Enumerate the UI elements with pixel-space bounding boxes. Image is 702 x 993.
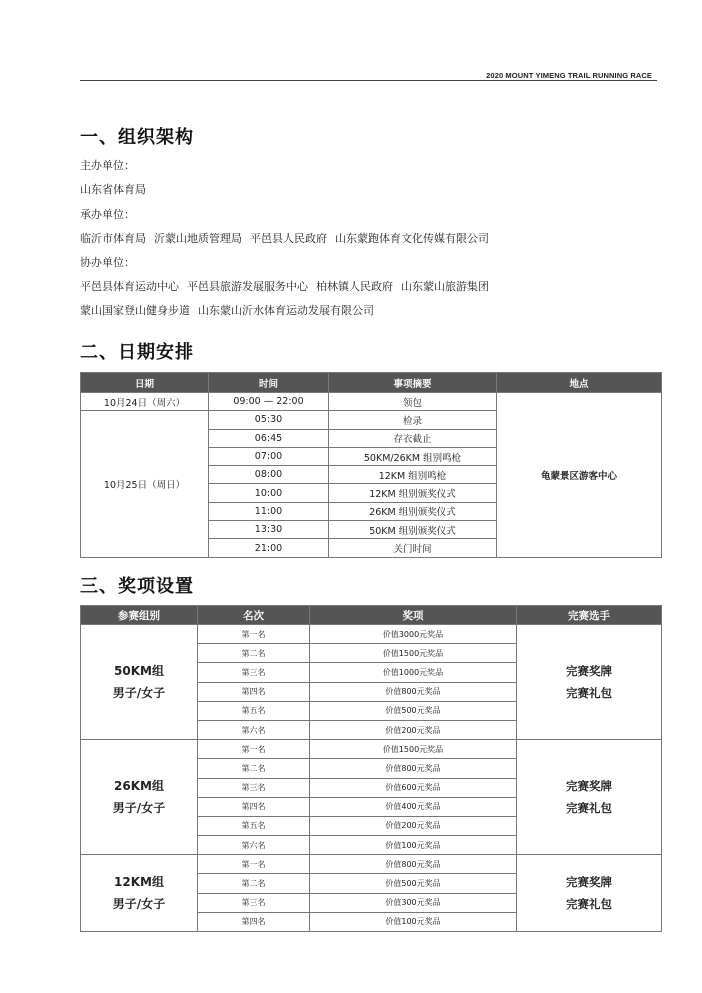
awards-col-finisher: 完赛选手 (517, 606, 662, 625)
schedule-time: 07:00 (209, 447, 329, 465)
award-group-12km (81, 855, 198, 932)
group-gender: 男子/女子 (112, 897, 166, 912)
award-rank: 第四名 (198, 797, 310, 816)
awards-col-prize: 奖项 (310, 606, 517, 625)
section2-title: 二、日期安排 (80, 342, 194, 363)
schedule-date: 10月24日（周六） (81, 393, 209, 411)
finisher-award (517, 625, 662, 740)
host-list (80, 181, 154, 197)
schedule-time: 11:00 (209, 502, 329, 520)
schedule-header-row (81, 373, 662, 393)
award-rank: 第五名 (198, 701, 310, 720)
schedule-time: 08:00 (209, 466, 329, 484)
awards-col-group: 参赛组别 (81, 606, 198, 625)
table-row (81, 393, 662, 411)
award-rank: 第三名 (198, 778, 310, 797)
awards-table (80, 605, 662, 932)
group-gender: 男子/女子 (112, 686, 166, 701)
table-row (81, 855, 662, 874)
organizer-list (80, 230, 497, 246)
award-rank: 第二名 (198, 759, 310, 778)
award-group-50km (81, 625, 198, 740)
schedule-time: 05:30 (209, 411, 329, 429)
section1-title: 一、组织架构 (80, 127, 194, 148)
schedule-item: 26KM 组别颁奖仪式 (329, 502, 497, 520)
group-name: 12KM组 (114, 875, 164, 890)
award-rank: 第三名 (198, 893, 310, 912)
finisher-award (517, 740, 662, 855)
award-prize: 价值600元奖品 (310, 778, 517, 797)
finisher-pack: 完赛礼包 (566, 801, 612, 816)
award-prize: 价值1500元奖品 (310, 740, 517, 759)
award-rank: 第四名 (198, 912, 310, 931)
co-organizer-entry: 山东蒙山旅游集团 (401, 280, 489, 293)
table-row (81, 740, 662, 759)
award-rank: 第一名 (198, 740, 310, 759)
organizer-entry: 平邑县人民政府 (250, 232, 327, 245)
finisher-medal: 完赛奖牌 (566, 875, 612, 890)
schedule-time: 21:00 (209, 539, 329, 557)
host-entry: 山东省体育局 (80, 183, 146, 196)
schedule-item: 关门时间 (329, 539, 497, 557)
organizer-label: 承办单位： (80, 208, 135, 221)
award-rank: 第一名 (198, 625, 310, 644)
award-prize: 价值200元奖品 (310, 720, 517, 739)
award-prize: 价值800元奖品 (310, 855, 517, 874)
award-prize: 价值800元奖品 (310, 682, 517, 701)
schedule-table (80, 372, 662, 558)
schedule-item: 领包 (329, 393, 497, 411)
finisher-award (517, 855, 662, 932)
award-prize: 价值100元奖品 (310, 912, 517, 931)
award-rank: 第二名 (198, 874, 310, 893)
award-prize: 价值100元奖品 (310, 836, 517, 855)
award-prize: 价值200元奖品 (310, 816, 517, 835)
award-prize: 价值300元奖品 (310, 893, 517, 912)
schedule-item: 50KM 组别颁奖仪式 (329, 521, 497, 539)
organizer-entry: 临沂市体育局 (80, 232, 146, 245)
organizer-entry: 沂蒙山地质管理局 (154, 232, 242, 245)
header-divider (80, 80, 657, 81)
schedule-time: 10:00 (209, 484, 329, 502)
finisher-pack: 完赛礼包 (566, 897, 612, 912)
award-rank: 第四名 (198, 682, 310, 701)
schedule-time: 06:45 (209, 429, 329, 447)
award-prize: 价值1500元奖品 (310, 644, 517, 663)
schedule-location: 龟蒙景区游客中心 (497, 393, 662, 558)
schedule-col-location: 地点 (497, 373, 662, 393)
award-rank: 第一名 (198, 855, 310, 874)
award-prize: 价值800元奖品 (310, 759, 517, 778)
schedule-item: 50KM/26KM 组别鸣枪 (329, 447, 497, 465)
finisher-pack: 完赛礼包 (566, 686, 612, 701)
award-prize: 价值400元奖品 (310, 797, 517, 816)
awards-header-row (81, 606, 662, 625)
schedule-date: 10月25日（周日） (81, 411, 209, 557)
group-gender: 男子/女子 (112, 801, 166, 816)
schedule-item: 检录 (329, 411, 497, 429)
co-organizer-list-row2 (80, 302, 382, 318)
award-prize: 价值3000元奖品 (310, 625, 517, 644)
schedule-col-item: 事项摘要 (329, 373, 497, 393)
organizer-entry: 山东蒙跑体育文化传媒有限公司 (335, 232, 489, 245)
host-label: 主办单位： (80, 159, 135, 172)
co-organizer-entry: 平邑县体育运动中心 (80, 280, 179, 293)
award-group-26km (81, 740, 198, 855)
finisher-medal: 完赛奖牌 (566, 779, 612, 794)
awards-col-rank: 名次 (198, 606, 310, 625)
award-prize: 价值500元奖品 (310, 874, 517, 893)
schedule-col-date: 日期 (81, 373, 209, 393)
award-rank: 第五名 (198, 816, 310, 835)
award-rank: 第六名 (198, 720, 310, 739)
co-organizer-list-row1 (80, 278, 497, 294)
award-prize: 价值500元奖品 (310, 701, 517, 720)
award-prize: 价值1000元奖品 (310, 663, 517, 682)
schedule-col-time: 时间 (209, 373, 329, 393)
section3-title: 三、奖项设置 (80, 576, 194, 597)
schedule-item: 12KM 组别颁奖仪式 (329, 484, 497, 502)
co-organizer-entry: 平邑县旅游发展服务中心 (187, 280, 308, 293)
header-race-title: 2020 MOUNT YIMENG TRAIL RUNNING RACE (486, 71, 652, 80)
table-row (81, 625, 662, 644)
co-organizer-entry: 山东蒙山沂水体育运动发展有限公司 (198, 304, 374, 317)
group-name: 26KM组 (114, 779, 164, 794)
finisher-medal: 完赛奖牌 (566, 664, 612, 679)
schedule-time: 13:30 (209, 521, 329, 539)
award-rank: 第二名 (198, 644, 310, 663)
award-rank: 第三名 (198, 663, 310, 682)
co-organizer-entry: 蒙山国家登山健身步道 (80, 304, 190, 317)
schedule-item: 12KM 组别鸣枪 (329, 466, 497, 484)
award-rank: 第六名 (198, 836, 310, 855)
schedule-time: 09:00 — 22:00 (209, 393, 329, 411)
co-organizer-entry: 柏林镇人民政府 (316, 280, 393, 293)
group-name: 50KM组 (114, 664, 164, 679)
schedule-item: 存衣截止 (329, 429, 497, 447)
co-organizer-label: 协办单位： (80, 256, 135, 269)
